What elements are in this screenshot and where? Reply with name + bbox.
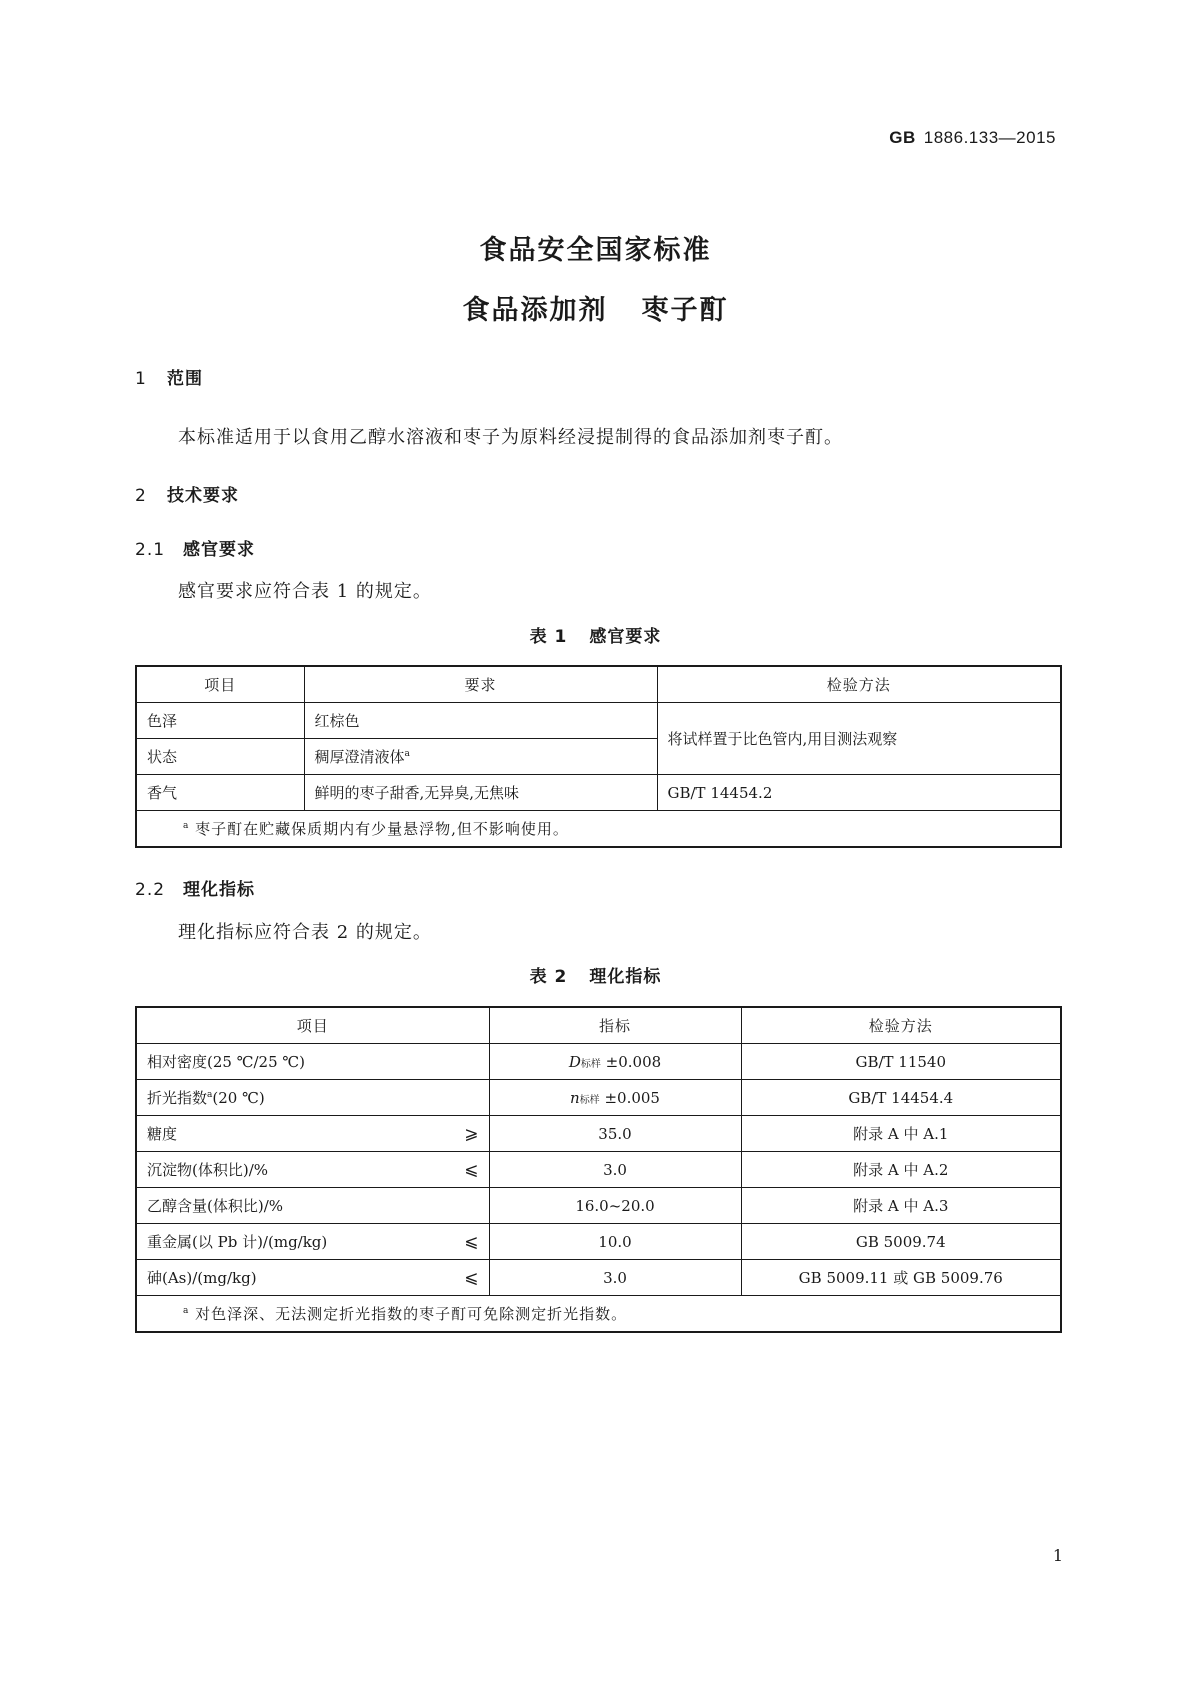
cell-item [136, 1224, 489, 1260]
item-text: 糖度 [147, 1125, 178, 1143]
subtitle-part2: 枣子酊 [641, 295, 729, 326]
table-row [136, 1116, 1061, 1152]
header-item: 项目 [136, 1007, 489, 1044]
cell-item: 香气 [136, 775, 304, 811]
footnote-text: 枣子酊在贮藏保质期内有少量悬浮物,但不影响使用。 [195, 820, 569, 838]
operator: ⩽ [464, 1231, 479, 1252]
item-condition: (20 ℃) [212, 1089, 265, 1107]
requirement-text: 稠厚澄清液体 [314, 748, 405, 766]
operator: ⩽ [464, 1267, 479, 1288]
footnote-marker: a [183, 1306, 190, 1316]
item-text: 重金属(以 Pb 计)/(mg/kg) [147, 1233, 328, 1251]
section-title: 范围 [167, 369, 203, 389]
value-text: ±0.005 [604, 1088, 660, 1107]
section-number: 2.2 [135, 880, 166, 900]
item-text: 沉淀物(体积比)/% [147, 1161, 269, 1179]
section-2-1-text: 感官要求应符合表 1 的规定。 [178, 581, 432, 602]
cell-method: GB/T 14454.4 [741, 1080, 1061, 1116]
cell-method: GB/T 11540 [741, 1044, 1061, 1080]
header-method: 检验方法 [657, 666, 1061, 703]
cell-method: 将试样置于比色管内,用目测法观察 [657, 703, 1061, 775]
cell-value: 35.0 [489, 1116, 741, 1152]
cell-method: GB 5009.11 或 GB 5009.76 [741, 1260, 1061, 1296]
table-row [136, 1044, 1061, 1080]
section-2-heading [135, 481, 239, 506]
cell-requirement: 鲜明的枣子甜香,无异臭,无焦味 [304, 775, 657, 811]
cell-requirement [304, 739, 657, 775]
table-row [136, 1260, 1061, 1296]
header-method: 检验方法 [741, 1007, 1061, 1044]
section-2-1-heading [135, 535, 255, 560]
cell-item: 相对密度(25 ℃/25 ℃) [136, 1044, 489, 1080]
standard-prefix: GB [889, 128, 916, 147]
section-title: 理化指标 [183, 880, 255, 900]
section-1-heading [135, 364, 203, 389]
section-number: 1 [135, 369, 147, 389]
standard-number: 1886.133—2015 [923, 128, 1056, 147]
section-number: 2 [135, 486, 147, 506]
subtitle-part1: 食品添加剂 [462, 295, 608, 326]
section-title: 技术要求 [167, 486, 239, 506]
caption-number: 表 2 [529, 967, 568, 987]
table-footnote [136, 811, 1061, 848]
table-row [136, 1152, 1061, 1188]
page-number: 1 [1052, 1546, 1063, 1565]
cell-item [136, 1260, 489, 1296]
operator: ⩽ [464, 1159, 479, 1180]
table-row [136, 1188, 1061, 1224]
cell-item [136, 1116, 489, 1152]
cell-value: 3.0 [489, 1152, 741, 1188]
cell-item [136, 1152, 489, 1188]
value-symbol: n [570, 1088, 580, 1107]
header-requirement: 要求 [304, 666, 657, 703]
cell-value: 3.0 [489, 1260, 741, 1296]
cell-item [136, 1080, 489, 1116]
item-text: 砷(As)/(mg/kg) [147, 1269, 257, 1287]
cell-item: 状态 [136, 739, 304, 775]
cell-method: 附录 A 中 A.2 [741, 1152, 1061, 1188]
cell-method: 附录 A 中 A.1 [741, 1116, 1061, 1152]
table-2-physicochemical [135, 1006, 1062, 1333]
table-row [136, 1224, 1061, 1260]
caption-title: 理化指标 [589, 967, 662, 987]
section-1-text: 本标准适用于以食用乙醇水溶液和枣子为原料经浸提制得的食品添加剂枣子酊。 [178, 427, 843, 448]
cell-method: 附录 A 中 A.3 [741, 1188, 1061, 1224]
table-footnote [136, 1296, 1061, 1333]
operator: ⩾ [464, 1123, 479, 1144]
document-subtitle [0, 288, 1191, 327]
footnote-marker: a [207, 1090, 213, 1100]
table-row [136, 703, 1061, 739]
table-1-caption [0, 622, 1191, 647]
value-subscript: 标样 [579, 1094, 600, 1106]
cell-value: 10.0 [489, 1224, 741, 1260]
section-2-2-text: 理化指标应符合表 2 的规定。 [178, 922, 432, 943]
value-subscript: 标样 [580, 1058, 601, 1070]
value-text: ±0.008 [605, 1052, 662, 1071]
cell-value [489, 1044, 741, 1080]
caption-title: 感官要求 [589, 627, 662, 647]
header-index: 指标 [489, 1007, 741, 1044]
section-title: 感官要求 [183, 540, 255, 560]
document-title: 食品安全国家标准 [479, 235, 712, 266]
table-row [136, 775, 1061, 811]
cell-requirement: 红棕色 [304, 703, 657, 739]
table-row [136, 1080, 1061, 1116]
footnote-marker: a [404, 749, 410, 759]
table-footnote-row [136, 811, 1061, 848]
table-2-caption [0, 962, 1191, 987]
item-text: 折光指数 [147, 1089, 208, 1107]
cell-value [489, 1080, 741, 1116]
standard-code [889, 128, 1056, 148]
value-symbol: D [568, 1052, 581, 1071]
cell-method: GB 5009.74 [741, 1224, 1061, 1260]
section-number: 2.1 [135, 540, 166, 560]
footnote-text: 对色泽深、无法测定折光指数的枣子酊可免除测定折光指数。 [195, 1305, 628, 1323]
table-header-row [136, 1007, 1061, 1044]
table-1-sensory [135, 665, 1062, 848]
table-footnote-row [136, 1296, 1061, 1333]
cell-item: 色泽 [136, 703, 304, 739]
cell-value: 16.0~20.0 [489, 1188, 741, 1224]
footnote-marker: a [183, 821, 190, 831]
cell-method: GB/T 14454.2 [657, 775, 1061, 811]
cell-item: 乙醇含量(体积比)/% [136, 1188, 489, 1224]
section-2-2-heading [135, 875, 255, 900]
table-header-row [136, 666, 1061, 703]
header-item: 项目 [136, 666, 304, 703]
caption-number: 表 1 [529, 627, 568, 647]
